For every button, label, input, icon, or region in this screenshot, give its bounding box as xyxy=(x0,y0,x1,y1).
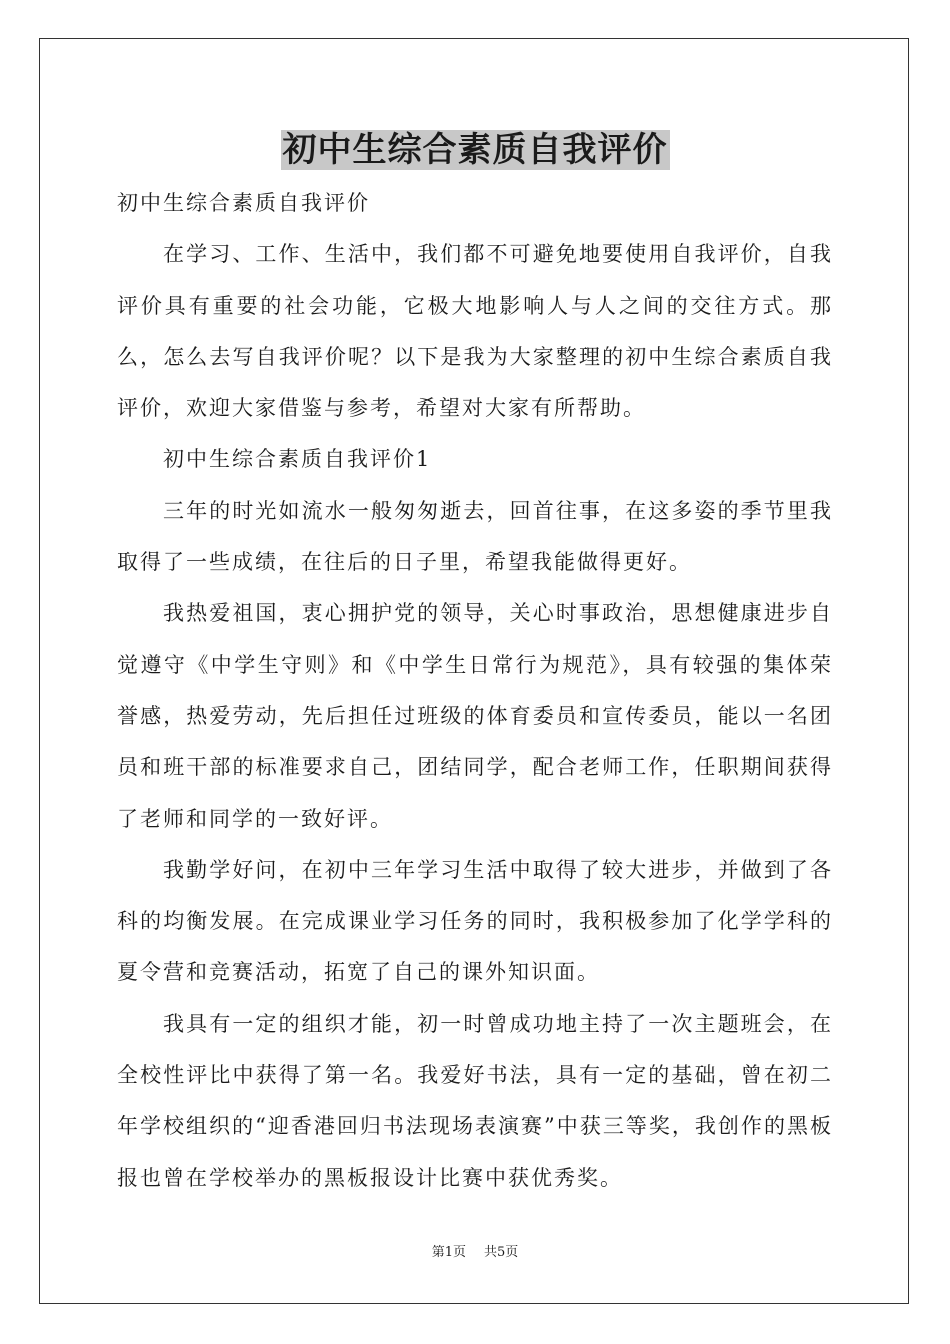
section-heading: 初中生综合素质自我评价1 xyxy=(163,447,432,472)
page-total: 共5页 xyxy=(484,1245,519,1260)
page-number: 第1页 xyxy=(431,1245,466,1260)
document-title xyxy=(0,126,950,174)
body-paragraph: 三年的时光如流水一般匆匆逝去，回首往事，在这多姿的季节里我取得了一些成绩，在往后的日子里，希望我能做得更好。 xyxy=(117,498,833,575)
body-paragraph: 我热爱祖国，衷心拥护党的领导，关心时事政治，思想健康进步自觉遵守《中学生守则》和《中学生日常行为规范》，具有较强的集体荣誉感，热爱劳动，先后担任过班级的体育委员和宣传委员，能以一名团员和班干部的标准要求自己，团结同学，配合老师工作，任职期间获得了老师和同学的一致好评。 xyxy=(117,601,833,831)
subtitle: 初中生综合素质自我评价 xyxy=(117,191,370,215)
title-text: 初中生综合素质自我评价 xyxy=(282,130,668,170)
document-body xyxy=(117,178,833,1204)
body-paragraph: 我勤学好问，在初中三年学习生活中取得了较大进步，并做到了各科的均衡发展。在完成课业学习任务的同时，我积极参加了化学学科的夏令营和竞赛活动，拓宽了自己的课外知识面。 xyxy=(117,857,833,985)
body-paragraph: 我具有一定的组织才能，初一时曾成功地主持了一次主题班会，在全校性评比中获得了第一名。我爱好书法，具有一定的基础，曾在初二年学校组织的“迎香港回归书法现场表演赛”中获三等奖，我创作的黑板报也曾在学校举办的黑板报设计比赛中获优秀奖。 xyxy=(117,1011,833,1190)
intro-paragraph: 在学习、工作、生活中，我们都不可避免地要使用自我评价，自我评价具有重要的社会功能，它极大地影响人与人之间的交往方式。那么，怎么去写自我评价呢？以下是我为大家整理的初中生综合素质自我评价，欢迎大家借鉴与参考，希望对大家有所帮助。 xyxy=(117,242,833,421)
page-footer xyxy=(0,1244,950,1262)
